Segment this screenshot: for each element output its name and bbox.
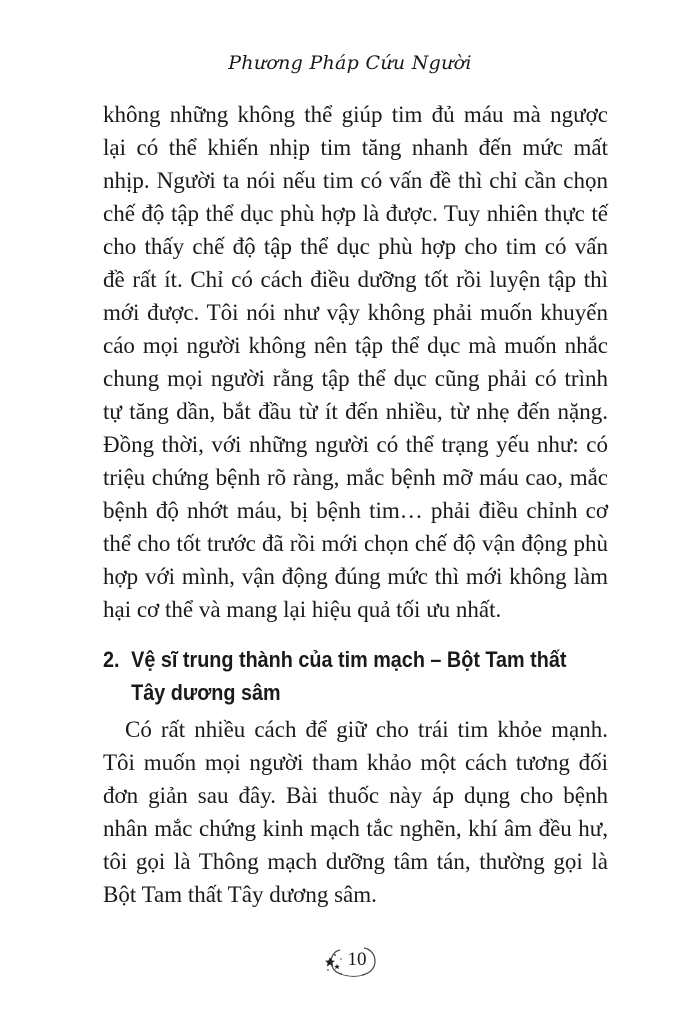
paragraph-2 [103,713,608,911]
text-line: Có rất nhiều cách để giữ cho trái tim khỏe mạnh. [125,717,608,742]
text-line: cho thấy chế độ tập thể dục phù hợp cho tim có vấn [103,234,608,259]
text-line: Tôi muốn mọi người tham khảo một cách tương đối [103,750,608,775]
text-line: không những không thể giúp tim đủ máu mà ngược [103,102,608,127]
text-line: lại có thể khiến nhịp tim tăng nhanh đến mức mất [103,135,608,160]
text-line: Đồng thời, với những người có thể trạng yếu như: có [103,432,608,457]
paragraph-1 [103,98,608,626]
text-line: đơn giản sau đây. Bài thuốc này áp dụng cho bệnh [103,783,608,808]
page-number: 10 [347,949,367,970]
section-title-line-2: Tây dương sâm [131,680,281,705]
running-head: Phương Pháp Cứu Người [228,52,472,74]
text-line: cáo mọi người không nên tập thể dục mà muốn nhắc [103,333,608,358]
page-number-ornament [320,944,384,978]
section-title-line-1: Vệ sĩ trung thành của tim mạch – Bột Tam thất [131,647,567,672]
text-line: nhân mắc chứng kinh mạch tắc nghẽn, khí âm đều hư, [103,816,608,841]
text-line: nhịp. Người ta nói nếu tim có vấn đề thì chỉ cần chọn [103,168,608,193]
text-line: Bột Tam thất Tây dương sâm. [103,882,377,907]
text-line: triệu chứng bệnh rõ ràng, mắc bệnh mỡ máu cao, mắc [103,465,608,490]
section-heading [103,643,567,709]
section-number: 2. [103,647,120,672]
text-line: đề rất ít. Chỉ có cách điều dưỡng tốt rồi luyện tập thì [103,267,608,292]
text-line: hại cơ thể và mang lại hiệu quả tối ưu nhất. [103,597,502,622]
text-line: mới được. Tôi nói như vậy không phải muốn khuyến [103,300,608,325]
text-line: thể cho tốt trước đã rồi mới chọn chế độ vận động phù [103,531,608,556]
text-line: tôi gọi là Thông mạch dưỡng tâm tán, thường gọi là [103,849,608,874]
text-line: bệnh độ nhớt máu, bị bệnh tim… phải điều chỉnh cơ [103,498,608,523]
text-line: hợp với mình, vận động đúng mức thì mới không làm [103,564,608,589]
text-line: tự tăng dần, bắt đầu từ ít đến nhiều, từ nhẹ đến nặng. [103,399,608,424]
text-line: chung mọi người rằng tập thể dục cũng phải có trình [103,366,608,391]
text-line: chế độ tập thể dục phù hợp là được. Tuy nhiên thực tế [103,201,608,226]
